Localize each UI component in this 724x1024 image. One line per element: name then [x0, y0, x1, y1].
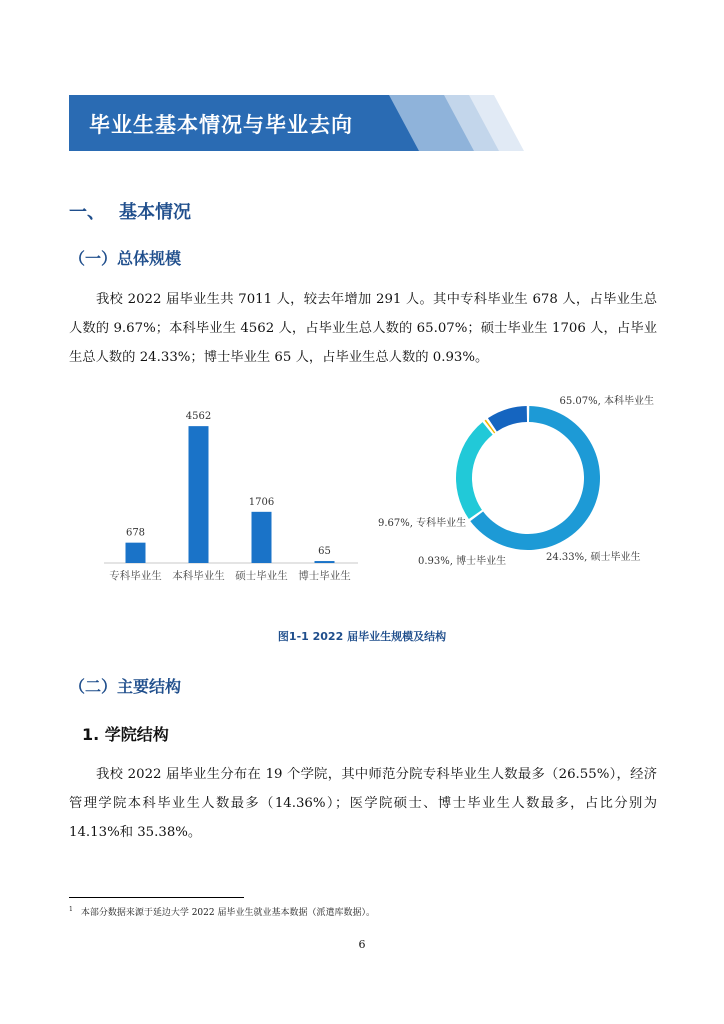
- bar-value-label: 678: [125, 527, 146, 539]
- donut-chart: [370, 388, 660, 578]
- donut-slice-2: [456, 422, 493, 519]
- section-heading: [69, 198, 191, 224]
- subsection-heading-2: （二）主要结构: [69, 677, 182, 696]
- section-title: 基本情况: [119, 202, 191, 223]
- x-tick-label: 本科毕业生: [172, 570, 225, 582]
- slice-label: 0.93%, 博士毕业生: [418, 556, 507, 567]
- footnote-text: 本部分数据来源于延边大学 2022 届毕业生就业基本数据（派遣库数据）。: [80, 908, 375, 918]
- footnote: [69, 905, 375, 918]
- bar-value-label: 1706: [248, 496, 275, 508]
- bar-chart: [100, 395, 362, 595]
- x-tick-label: 博士毕业生: [298, 570, 351, 582]
- chapter-title: 毕业生基本情况与毕业去向: [89, 113, 353, 137]
- page-number: 6: [358, 938, 366, 951]
- bar-1: [126, 543, 146, 563]
- slice-label: 9.67%, 专科毕业生: [378, 518, 467, 529]
- donut-slice-1: [470, 406, 600, 550]
- bar-value-label: 4562: [185, 411, 212, 423]
- paragraph-overview: 我校 2022 届毕业生共 7011 人，较去年增加 291 人。其中专科毕业生 678 人，占毕业生总人数的 9.67%；本科毕业生 4562 人，占毕业生总人数的 65.07%；硕士毕业生 1706 人，占毕业生总人数的 24.33%；博士毕业生 65 人，占毕业生总人数的 0.93%。: [69, 292, 657, 365]
- footnote-mark: 1: [69, 906, 73, 913]
- section-number: 一、: [69, 202, 105, 223]
- bar-2: [189, 426, 209, 563]
- donut-slice-4: [488, 406, 527, 431]
- slice-label: 24.33%, 硕士毕业生: [546, 552, 641, 563]
- slice-label: 65.07%, 本科毕业生: [559, 396, 654, 407]
- subsubsection-heading: 1. 学院结构: [82, 725, 169, 744]
- bar-3: [252, 512, 272, 563]
- chapter-banner: [69, 95, 524, 151]
- bar-value-label: 65: [318, 546, 331, 558]
- x-tick-label: 专科毕业生: [109, 570, 162, 582]
- figure-caption: 图1-1 2022 届毕业生规模及结构: [277, 630, 447, 643]
- bar-4: [315, 561, 335, 563]
- x-tick-label: 硕士毕业生: [235, 570, 288, 582]
- subsection-heading-1: （一）总体规模: [69, 249, 182, 268]
- paragraph-college-structure: 我校 2022 届毕业生分布在 19 个学院，其中师范分院专科毕业生人数最多（26.55%），经济管理学院本科毕业生人数最多（14.36%）；医学院硕士、博士毕业生人数最多，占比分别为 14.13%和 35.38%。: [69, 767, 657, 840]
- footnote-divider: [69, 897, 244, 898]
